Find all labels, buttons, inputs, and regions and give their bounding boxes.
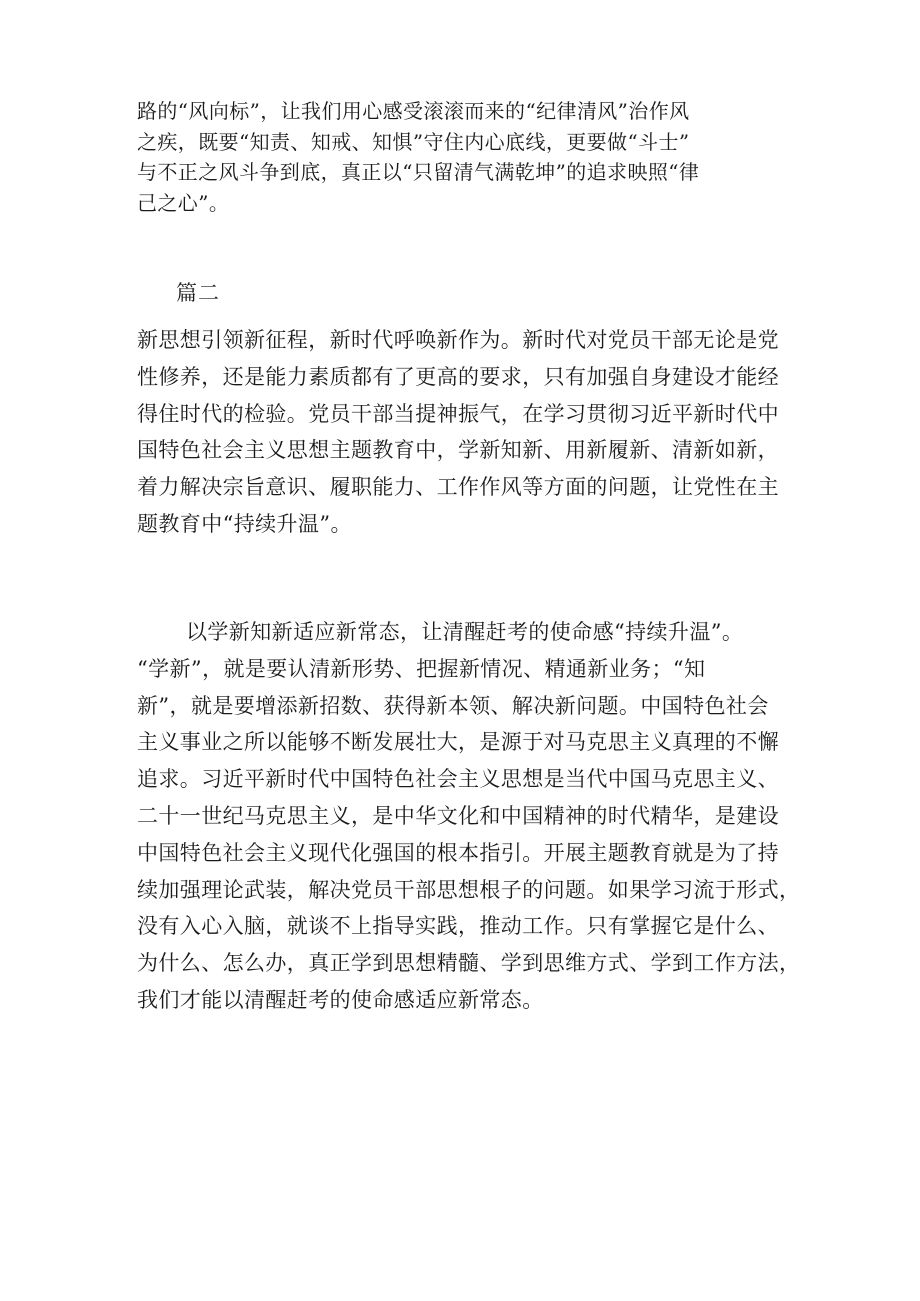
- text-line: 没有入心入脑，就谈不上指导实践，推动工作。只有掌握它是什么、: [137, 914, 779, 939]
- continuation-paragraph: [137, 96, 792, 218]
- text-line: 国特色社会主义思想主题教育中，学新知新、用新履新、清新如新，: [137, 438, 779, 463]
- text-line: “学新”，就是要认清新形势、把握新情况、精通新业务；“知: [137, 656, 706, 681]
- text-line: 路的“风向标”，让我们用心感受滚滚而来的“纪律清风”治作风: [137, 99, 690, 123]
- text-line: 题教育中“持续升温”。: [137, 511, 352, 536]
- text-line: 为什么、怎么办，真正学到思想精髓、学到思维方式、学到工作方法，: [137, 951, 801, 976]
- text-line: 中国特色社会主义现代化强国的根本指引。开展主题教育就是为了持: [137, 840, 779, 865]
- text-line: 我们才能以清醒赶考的使命感适应新常态。: [137, 987, 544, 1012]
- text-line: 二十一世纪马克思主义，是中华文化和中国精神的时代精华，是建设: [137, 803, 779, 828]
- text-line: 追求。习近平新时代中国特色社会主义思想是当代中国马克思主义、: [137, 767, 779, 792]
- text-line: 之疾，既要“知责、知戒、知惧”守住内心底线，更要做“斗士”: [137, 129, 690, 154]
- text-line: 性修养，还是能力素质都有了更高的要求，只有加强自身建设才能经: [137, 364, 779, 389]
- section-heading: 篇二: [176, 281, 220, 305]
- text-line: 与不正之风斗争到底，真正以“只留清气满乾坤”的追求映照“律: [137, 160, 700, 184]
- text-line: 以学新知新适应新常态，让清醒赶考的使命感“持续升温”。: [186, 620, 744, 644]
- text-line: 得住时代的检验。党员干部当提神振气，在学习贯彻习近平新时代中: [137, 401, 779, 426]
- text-line: 新”，就是要增添新招数、获得新本领、解决新问题。中国特色社会: [137, 693, 769, 718]
- text-line: 续加强理论武装，解决党员干部思想根子的问题。如果学习流于形式，: [137, 877, 801, 902]
- body-paragraph-2: [137, 614, 801, 1019]
- text-line: 主义事业之所以能够不断发展壮大，是源于对马克思主义真理的不懈: [137, 730, 779, 755]
- body-paragraph-1: [137, 322, 792, 543]
- text-line: 己之心”。: [137, 190, 230, 215]
- text-line: 着力解决宗旨意识、履职能力、工作作风等方面的问题，让党性在主: [137, 475, 779, 500]
- text-line: 新思想引领新征程，新时代呼唤新作为。新时代对党员干部无论是党: [137, 328, 779, 352]
